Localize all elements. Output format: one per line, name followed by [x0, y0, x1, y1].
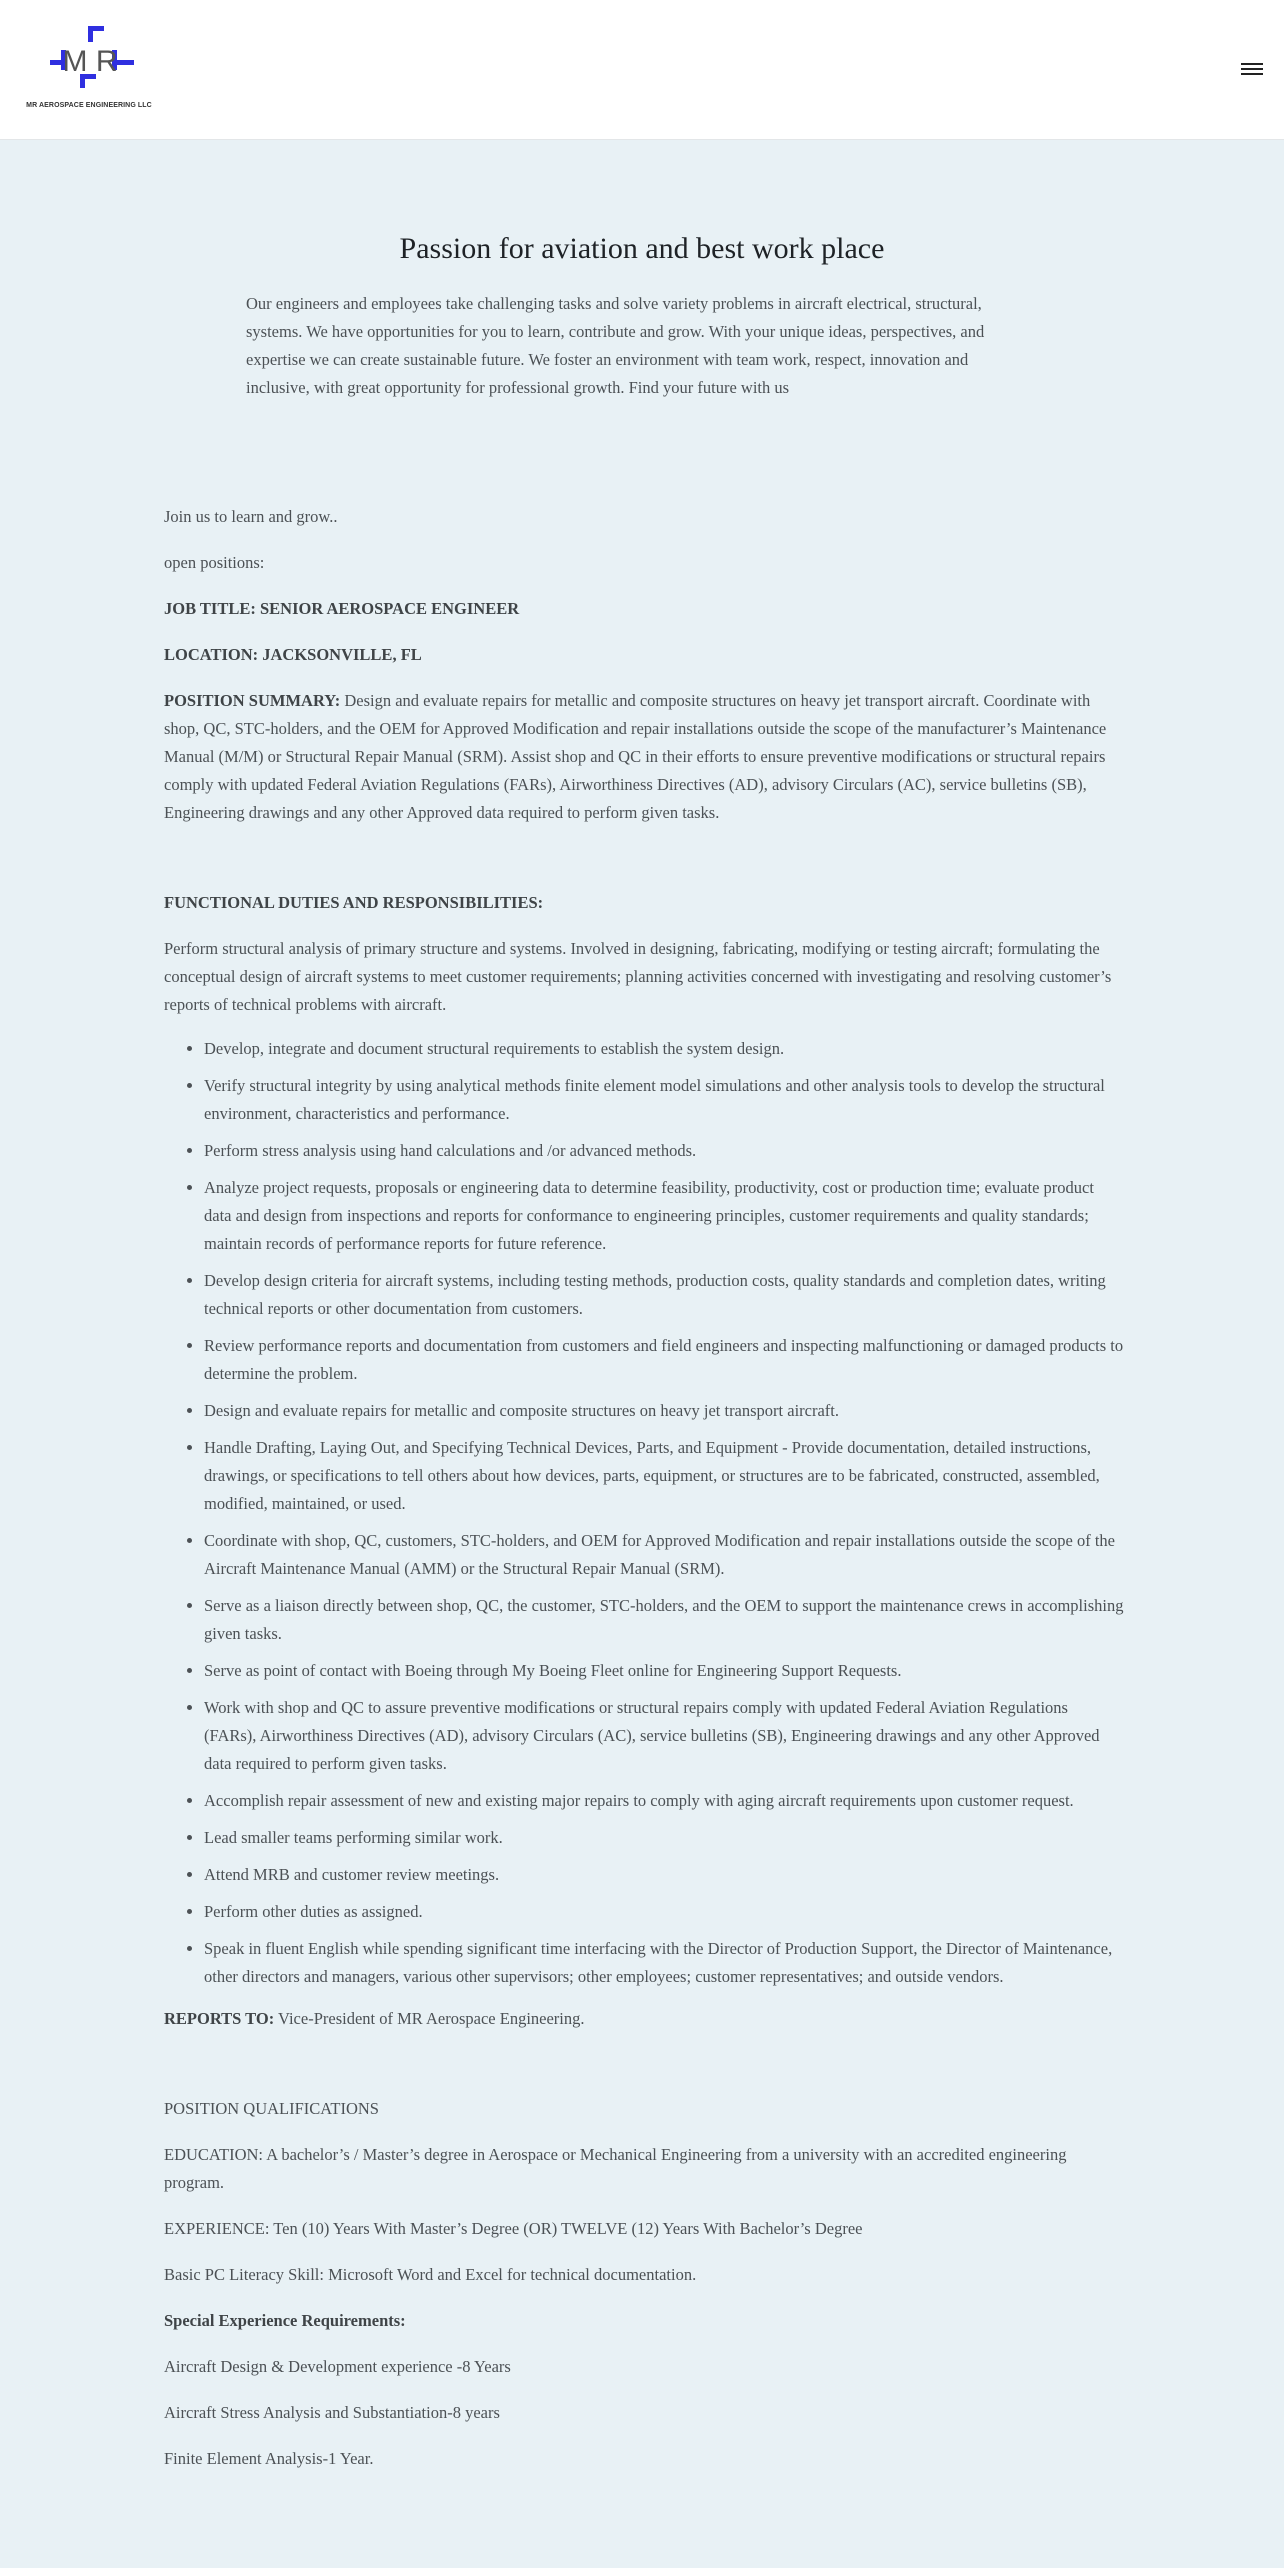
job-location: LOCATION: JACKSONVILLE, FL: [164, 645, 422, 664]
list-item: • Lead smaller teams performing similar work.: [204, 1824, 1124, 1852]
svg-text:M R: M R: [62, 45, 118, 78]
company-logo[interactable]: [20, 22, 158, 114]
hamburger-menu-icon[interactable]: [1240, 60, 1264, 80]
duties-list: [164, 1035, 1124, 1991]
list-item: • Review performance reports and documentation from customers and field engineers and inspecting malfunctioning or damaged products to determine the problem.: [204, 1332, 1124, 1388]
pc-skill-text: Basic PC Literacy Skill: Microsoft Word and Excel for technical documentation.: [164, 2265, 697, 2284]
experience-text: EXPERIENCE: Ten (10) Years With Master’s Degree (OR) TWELVE (12) Years With Bachelor’s Degree: [164, 2219, 863, 2238]
duties-intro: Perform structural analysis of primary structure and systems. Involved in designing, fabricating, modifying or testing aircraft; formulating the conceptual design of aircraft systems to meet customer requirements; planning activities concerned with investigating and resolving customer’s reports of technical problems with aircraft.: [164, 939, 1112, 1014]
position-summary-label: POSITION SUMMARY:: [164, 691, 341, 710]
open-positions-label: open positions:: [164, 553, 265, 572]
list-item: • Design and evaluate repairs for metallic and composite structures on heavy jet transport aircraft.: [204, 1397, 1124, 1425]
hero-title: Passion for aviation and best work place: [399, 232, 885, 265]
list-item: • Attend MRB and customer review meetings.: [204, 1861, 1124, 1889]
list-item: • Analyze project requests, proposals or engineering data to determine feasibility, productivity, cost or production time; evaluate product data and design from inspections and reports for conformance to engineering principles, customer requirements and quality standards; maintain records of performance reports for future reference.: [204, 1174, 1124, 1258]
position-summary-text: Design and evaluate repairs for metallic and composite structures on heavy jet transport aircraft. Coordinate with shop, QC, STC-holders, and the OEM for Approved Modification and repair installations outside the scope of the manufacturer’s Maintenance Manual (M/M) or Structural Repair Manual (SRM). Assist shop and QC in their efforts to ensure preventive modifications or structural repairs comply with updated Federal Aviation Regulations (FARs), Airworthiness Directives (AD), advisory Circulars (AC), service bulletins (SB), Engineering drawings and any other Approved data required to perform given tasks.: [164, 691, 1107, 822]
hero-text: Our engineers and employees take challenging tasks and solve variety problems in aircraft electrical, structural, systems. We have opportunities for you to learn, contribute and grow. With your unique ideas, perspectives, and expertise we can create sustainable future. We foster an environment with team work, respect, innovation and inclusive, with great opportunity for professional growth. Find your future with us: [246, 294, 985, 397]
special-requirement: Aircraft Stress Analysis and Substantiation-8 years: [164, 2403, 500, 2422]
duties-heading: FUNCTIONAL DUTIES AND RESPONSIBILITIES:: [164, 893, 544, 912]
list-item: • Perform other duties as assigned.: [204, 1898, 1124, 1926]
qualifications-heading: POSITION QUALIFICATIONS: [164, 2099, 379, 2118]
list-item: • Serve as point of contact with Boeing through My Boeing Fleet online for Engineering Support Requests.: [204, 1657, 1124, 1685]
list-item: • Handle Drafting, Laying Out, and Specifying Technical Devices, Parts, and Equipment - Provide documentation, detailed instructions, drawings, or specifications to tell others about how devices, parts, equipment, or structures are to be fabricated, constructed, assembled, modified, maintained, or used.: [204, 1434, 1124, 1518]
list-item: • Serve as a liaison directly between shop, QC, the customer, STC-holders, and the OEM to support the maintenance crews in accomplishing given tasks.: [204, 1592, 1124, 1648]
list-item: • Perform stress analysis using hand calculations and /or advanced methods.: [204, 1137, 1124, 1165]
intro-text: Join us to learn and grow..: [164, 507, 338, 526]
list-item: • Speak in fluent English while spending significant time interfacing with the Director of Production Support, the Director of Maintenance, other directors and managers, various other supervisors; other employees; customer representatives; and outside vendors.: [204, 1935, 1124, 1991]
job-title: JOB TITLE: SENIOR AEROSPACE ENGINEER: [164, 599, 520, 618]
list-item: • Verify structural integrity by using analytical methods finite element model simulations and other analysis tools to develop the structural environment, characteristics and performance.: [204, 1072, 1124, 1128]
reports-to: [164, 2005, 1124, 2033]
list-item: • Develop, integrate and document structural requirements to establish the system design.: [204, 1035, 1124, 1063]
list-item: • Develop design criteria for aircraft systems, including testing methods, production costs, quality standards and completion dates, writing technical reports or other documentation from customers.: [204, 1267, 1124, 1323]
list-item: • Work with shop and QC to assure preventive modifications or structural repairs comply with updated Federal Aviation Regulations (FARs), Airworthiness Directives (AD), advisory Circulars (AC), service bulletins (SB), Engineering drawings and any other Approved data required to perform given tasks.: [204, 1694, 1124, 1778]
logo-caption: MR AEROSPACE ENGINEERING LLC: [26, 102, 152, 109]
list-item: • Coordinate with shop, QC, customers, STC-holders, and OEM for Approved Modification and repair installations outside the scope of the Aircraft Maintenance Manual (AMM) or the Structural Repair Manual (SRM).: [204, 1527, 1124, 1583]
education-text: EDUCATION: A bachelor’s / Master’s degree in Aerospace or Mechanical Engineering from a university with an accredited engineering program.: [164, 2145, 1067, 2192]
special-requirements-heading: Special Experience Requirements:: [164, 2311, 406, 2330]
reports-to-text: Vice-President of MR Aerospace Engineering.: [274, 2009, 585, 2028]
reports-to-label: REPORTS TO:: [164, 2009, 275, 2028]
mr-logo-mark: [20, 22, 158, 102]
job-posting: [164, 503, 1124, 2491]
special-requirement: Aircraft Design & Development experience -8 Years: [164, 2357, 511, 2376]
list-item: • Accomplish repair assessment of new and existing major repairs to comply with aging aircraft requirements upon customer request.: [204, 1787, 1124, 1815]
position-summary: [164, 687, 1124, 827]
special-requirement: Finite Element Analysis-1 Year.: [164, 2449, 374, 2468]
site-header: [0, 0, 1284, 140]
